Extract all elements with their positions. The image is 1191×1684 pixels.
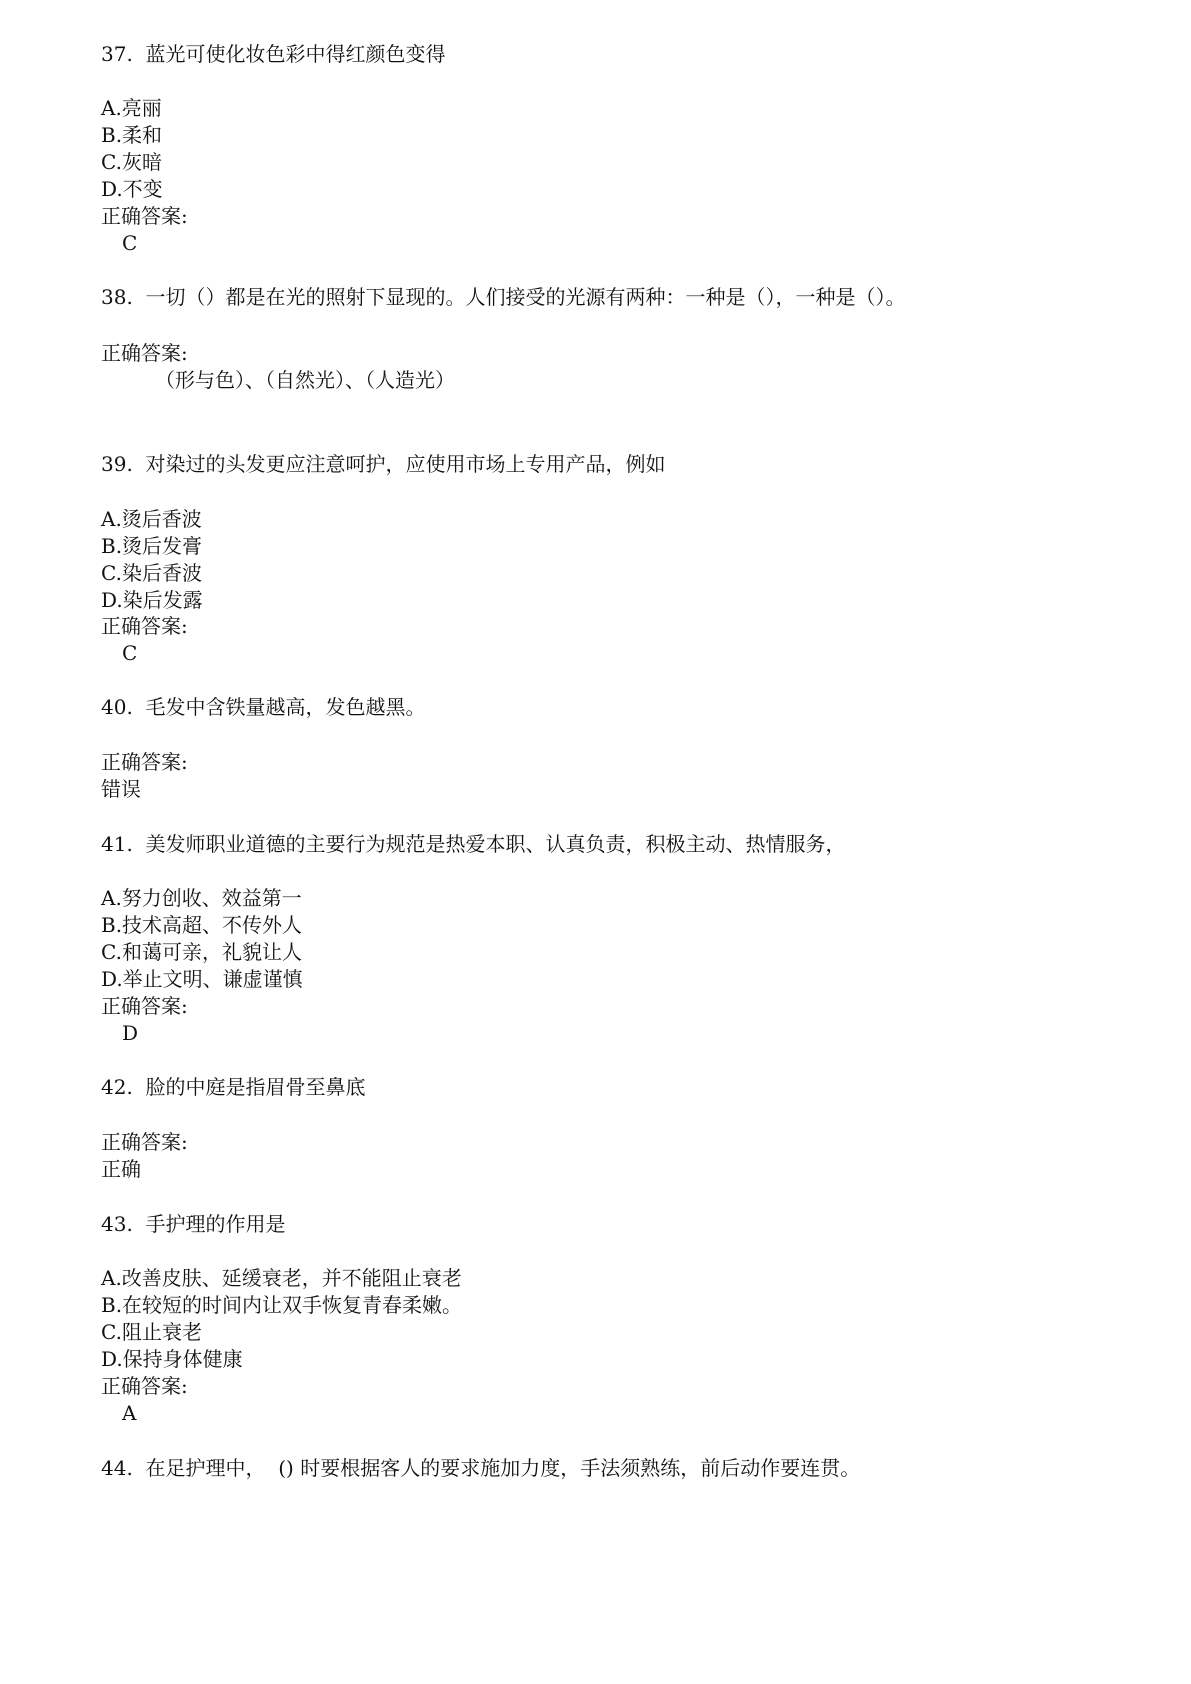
question-40 [101,694,426,720]
answer-label: 正确答案: [101,341,188,365]
question-text: 一切（）都是在光的照射下显现的。人们接受的光源有两种：一种是（），一种是（）。 [145,285,906,309]
question-number: 42. [101,1075,133,1099]
option-c: C.染后香波 [101,561,202,585]
question-text: 在足护理中， () 时要根据客人的要求施加力度，手法须熟练，前后动作要连贯。 [145,1456,861,1480]
answer-label: 正确答案: [101,1374,188,1398]
answer-label: 正确答案: [101,1130,188,1154]
answer-value: C [122,641,138,665]
answer-label: 正确答案: [101,204,188,228]
question-39 [101,451,666,477]
question-37 [101,41,446,67]
question-number: 40. [101,695,133,719]
answer-value: C [122,231,138,255]
question-43 [101,1211,286,1237]
option-d: D.不变 [101,177,163,201]
question-number: 37. [101,42,133,66]
option-b: B.在较短的时间内让双手恢复青春柔嫩。 [101,1293,463,1317]
option-a: A.改善皮肤、延缓衰老，并不能阻止衰老 [101,1266,462,1290]
option-b: B.技术高超、不传外人 [101,913,303,937]
answer-value: 正确 [101,1157,141,1181]
option-b: B.柔和 [101,123,163,147]
answer-value: A [122,1401,137,1425]
answer-label: 正确答案: [101,750,188,774]
question-text: 手护理的作用是 [145,1212,286,1236]
question-42 [101,1074,366,1100]
option-b: B.烫后发膏 [101,534,203,558]
question-text: 对染过的头发更应注意呵护，应使用市场上专用产品，例如 [145,452,666,476]
option-a: A.烫后香波 [101,507,202,531]
question-number: 39. [101,452,133,476]
question-number: 41. [101,832,133,856]
answer-value: （形与色）、（自然光）、（人造光） [155,368,455,392]
question-44 [101,1455,860,1481]
option-d: D.保持身体健康 [101,1347,243,1371]
question-38 [101,284,906,310]
option-c: C.阻止衰老 [101,1320,202,1344]
question-text: 毛发中含铁量越高，发色越黑。 [145,695,426,719]
question-text: 脸的中庭是指眉骨至鼻底 [145,1075,366,1099]
answer-label: 正确答案: [101,614,188,638]
option-c: C.灰暗 [101,150,162,174]
question-number: 38. [101,285,133,309]
question-text: 美发师职业道德的主要行为规范是热爱本职、认真负责，积极主动、热情服务， [145,832,846,856]
answer-value: 错误 [101,777,141,801]
option-d: D.举止文明、谦虚谨慎 [101,967,303,991]
question-number: 43. [101,1212,133,1236]
option-c: C.和蔼可亲，礼貌让人 [101,940,302,964]
question-number: 44. [101,1456,133,1480]
question-text: 蓝光可使化妆色彩中得红颜色变得 [145,42,446,66]
option-a: A.努力创收、效益第一 [101,886,302,910]
option-d: D.染后发露 [101,588,203,612]
answer-value: D [122,1021,139,1045]
option-a: A.亮丽 [101,96,162,120]
question-41 [101,831,846,857]
answer-label: 正确答案: [101,994,188,1018]
